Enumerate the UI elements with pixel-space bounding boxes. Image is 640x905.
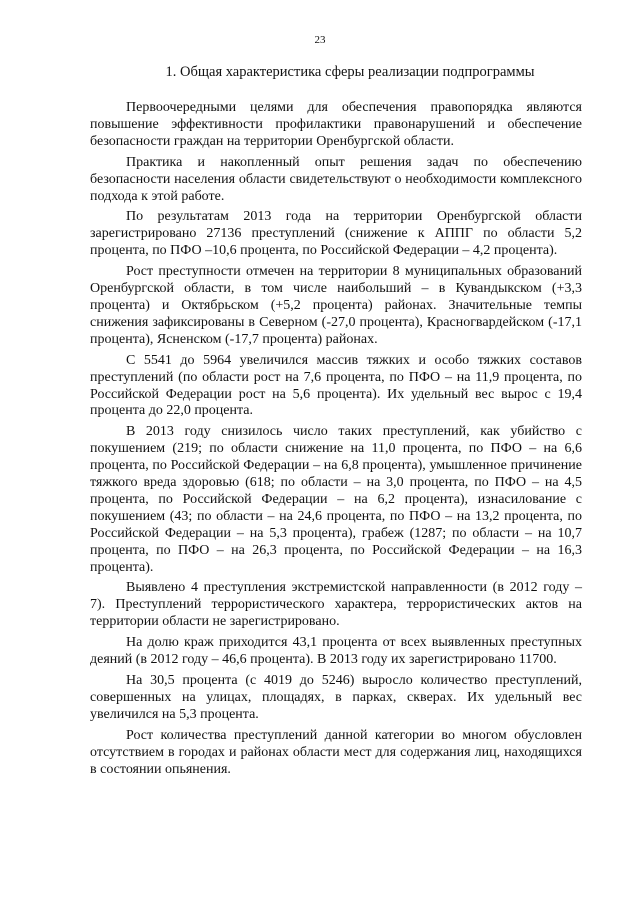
paragraph: На долю краж приходится 43,1 процента от всех выявленных преступных деяний (в 2012 году – 46,6 процента). В 2013 году их зарегистрировано 11700. <box>90 635 582 668</box>
paragraph: На 30,5 процента (с 4019 до 5246) выросло количество преступлений, совершенных на улицах, площадях, в парках, скверах. Их удельный вес увеличился на 5,3 процента. <box>90 673 582 722</box>
paragraph: Рост количества преступлений данной категории во многом обусловлен отсутствием в городах и районах области мест для содержания лиц, находящихся в состоянии опьянения. <box>90 727 582 777</box>
paragraph: Первоочередными целями для обеспечения правопорядка являются повышение эффективности профилактики правонарушений и обеспечение безопасности граждан на территории Оренбургской области. <box>90 100 582 149</box>
paragraph: Практика и накопленный опыт решения задач по обеспечению безопасности населения области свидетельствуют о необходимости комплексного подхода к этой работе. <box>90 154 582 204</box>
paragraph: В 2013 году снизилось число таких преступлений, как убийство с покушением (219; по области снижение на 11,0 процента, по ПФО – на 6,6 процента, по Российской Федерации – на 6,8 процента), умышленное причинение тяжкого вреда здоровью (618; по области – на 3,0 процента, по ПФО – на 4,5 процента, по Российской Федерации – на 6,2 процента), изнасилование с покушением (43; по области – на 24,6 процента, по ПФО – на 13,2 процента, по Российской Федерации – на 5,3 процента), грабеж (1287; по области – на 10,7 процента, по ПФО – на 26,3 процента, по Российской Федерации – на 16,3 процента). <box>90 424 582 575</box>
paragraph: По результатам 2013 года на территории Оренбургской области зарегистрировано 27136 преступлений (снижение к АППГ по области 5,2 процента, по ПФО –10,6 процента, по Российской Федерации – 4,2 процента). <box>90 209 582 259</box>
section-heading: 1. Общая характеристика сферы реализации подпрограммы <box>165 64 535 80</box>
paragraph: С 5541 до 5964 увеличился массив тяжких и особо тяжких составов преступлений (по области рост на 7,6 процента, по ПФО – на 11,9 процента, по Российской Федерации рост на 5,6 процента). Их удельный вес вырос с 19,4 процента до 22,0 процента. <box>90 352 582 419</box>
document-body <box>90 100 582 782</box>
page-number: 23 <box>314 34 326 46</box>
paragraph: Рост преступности отмечен на территории 8 муниципальных образований Оренбургской области, в том числе наибольший – в Кувандыкском (+3,3 процента) и Октябрьском (+5,2 процента) районах. Значительные темпы снижения зафиксированы в Северном (-27,0 процента), Красногвардейском (-17,1 процента), Ясненском (-17,7 процента) районах. <box>90 264 582 347</box>
paragraph: Выявлено 4 преступления экстремистской направленности (в 2012 году – 7). Преступлений террористического характера, террористических актов на территории области не зарегистрировано. <box>90 580 582 630</box>
